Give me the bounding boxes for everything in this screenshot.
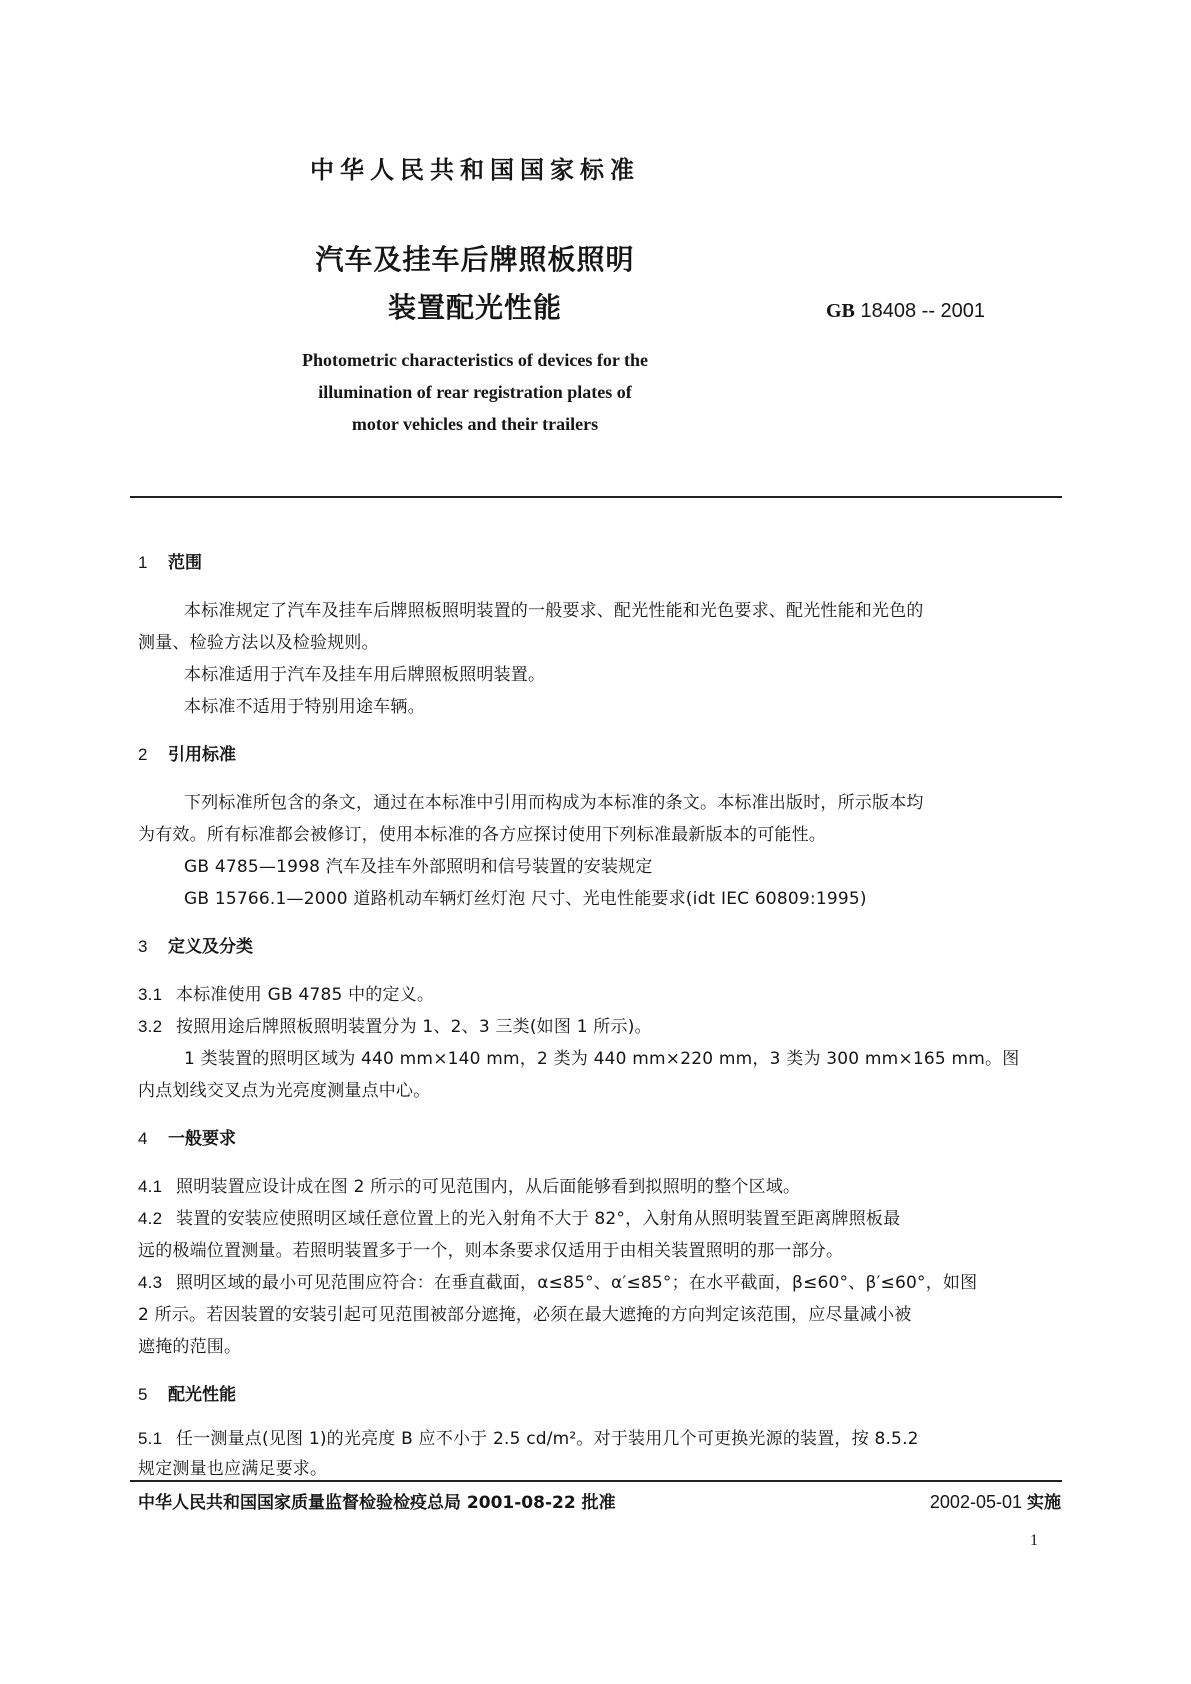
clause-4-1-text: 照明装置应设计成在图 2 所示的可见范围内，从后面能够看到拟照明的整个区域。	[176, 1177, 801, 1197]
clause-3-1-text: 本标准使用 GB 4785 中的定义。	[176, 985, 435, 1005]
clause-4-3-line-3: 遮掩的范围。	[138, 1337, 242, 1357]
clause-4-2-number: 4.2	[138, 1209, 163, 1228]
clause-3-2-text: 按照用途后牌照板照明装置分为 1、2、3 三类(如图 1 所示)。	[176, 1017, 652, 1037]
clause-4-2-line-2: 远的极端位置测量。若照明装置多于一个，则本条要求仅适用于由相关装置照明的那一部分。	[138, 1241, 844, 1261]
clause-4-3-line-1	[138, 1268, 977, 1293]
implementation-date	[930, 1488, 1061, 1513]
section-3-number: 3	[138, 937, 148, 956]
section-2-number: 2	[138, 745, 148, 764]
english-title-line-1: Photometric characteristics of devices for the	[301, 350, 649, 370]
standard-code-prefix: GB	[826, 300, 855, 322]
section-5-number: 5	[138, 1385, 148, 1404]
section-1-paragraph-2: 本标准适用于汽车及挂车用后牌照板照明装置。	[184, 665, 546, 685]
chinese-title-line-2: 装置配光性能	[387, 291, 562, 324]
clause-4-3-line-2: 2 所示。若因装置的安装引起可见范围被部分遮掩，必须在最大遮掩的方向判定该范围，应尽量减小被	[138, 1305, 912, 1325]
clause-4-2-text-line-1: 装置的安装应使照明区域任意位置上的光入射角不大于 82°，入射角从照明装置至距离牌照板最	[176, 1209, 901, 1229]
standard-code-separator: --	[921, 300, 935, 322]
section-1-title: 范围	[168, 553, 202, 573]
section-3-title: 定义及分类	[168, 937, 253, 957]
header-divider	[130, 496, 1062, 498]
section-3-heading	[138, 932, 253, 957]
reference-gb4785: GB 4785—1998 汽车及挂车外部照明和信号装置的安装规定	[184, 857, 653, 877]
implementation-label: 实施	[1027, 1493, 1061, 1513]
clause-4-3-text-line-1: 照明区域的最小可见范围应符合：在垂直截面，α≤85°、α′≤85°；在水平截面，β≤60°、β′≤60°，如图	[176, 1273, 978, 1293]
clause-3-2-number: 3.2	[138, 1017, 163, 1036]
clause-5-1-line-2: 规定测量也应满足要求。	[138, 1459, 328, 1479]
english-title-line-2: illumination of rear registration plates of	[318, 382, 632, 402]
clause-5-1-line-1	[138, 1424, 919, 1449]
classification-paragraph-line-2: 内点划线交叉点为光亮度测量点中心。	[138, 1081, 431, 1101]
page-number: 1	[1030, 1532, 1038, 1549]
section-5-title: 配光性能	[168, 1385, 236, 1405]
section-4-heading	[138, 1124, 236, 1149]
clause-4-2-line-1	[138, 1204, 900, 1229]
section-1-paragraph-1-line-1: 本标准规定了汽车及挂车后牌照板照明装置的一般要求、配光性能和光色要求、配光性能和光色的	[184, 601, 924, 621]
clause-5-1-number: 5.1	[138, 1429, 163, 1448]
clause-4-1	[138, 1172, 800, 1197]
clause-3-1-number: 3.1	[138, 985, 163, 1004]
section-5-heading	[138, 1380, 236, 1405]
chinese-title-line-1: 汽车及挂车后牌照板照明	[315, 243, 635, 276]
section-1-heading	[138, 548, 202, 573]
footer-divider	[130, 1480, 1062, 1482]
section-2-paragraph-line-2: 为有效。所有标准都会被修订，使用本标准的各方应探讨使用下列标准最新版本的可能性。	[138, 825, 826, 845]
implementation-date-value: 2002-05-01	[929, 1492, 1022, 1512]
clause-3-2	[138, 1012, 652, 1037]
standard-code	[826, 300, 985, 323]
national-standard-heading: 中华人民共和国国家标准	[310, 156, 640, 184]
section-1-paragraph-1-line-2: 测量、检验方法以及检验规则。	[138, 633, 379, 653]
standard-code-number: 18408	[860, 300, 917, 322]
reference-gb15766: GB 15766.1—2000 道路机动车辆灯丝灯泡 尺寸、光电性能要求(idt IEC 60809:1995)	[184, 889, 867, 909]
section-2-paragraph-line-1: 下列标准所包含的条文，通过在本标准中引用而构成为本标准的条文。本标准出版时，所示版本均	[184, 793, 924, 813]
approval-statement: 中华人民共和国国家质量监督检验检疫总局 2001-08-22 批准	[138, 1493, 616, 1513]
section-2-heading	[138, 740, 236, 765]
section-1-paragraph-3: 本标准不适用于特别用途车辆。	[184, 697, 425, 717]
section-1-number: 1	[138, 553, 148, 572]
section-4-title: 一般要求	[168, 1129, 236, 1149]
clause-4-1-number: 4.1	[138, 1177, 163, 1196]
english-title-line-3: motor vehicles and their trailers	[351, 414, 599, 434]
standard-code-year: 2001	[940, 300, 986, 322]
clause-3-1	[138, 980, 434, 1005]
section-4-number: 4	[138, 1129, 148, 1148]
clause-5-1-text-line-1: 任一测量点(见图 1)的光亮度 B 应不小于 2.5 cd/m²。对于装用几个可更换光源的装置，按 8.5.2	[176, 1429, 919, 1449]
classification-paragraph-line-1: 1 类装置的照明区域为 440 mm×140 mm，2 类为 440 mm×220 mm，3 类为 300 mm×165 mm。图	[184, 1049, 1020, 1069]
clause-4-3-number: 4.3	[138, 1273, 163, 1292]
section-2-title: 引用标准	[168, 745, 236, 765]
